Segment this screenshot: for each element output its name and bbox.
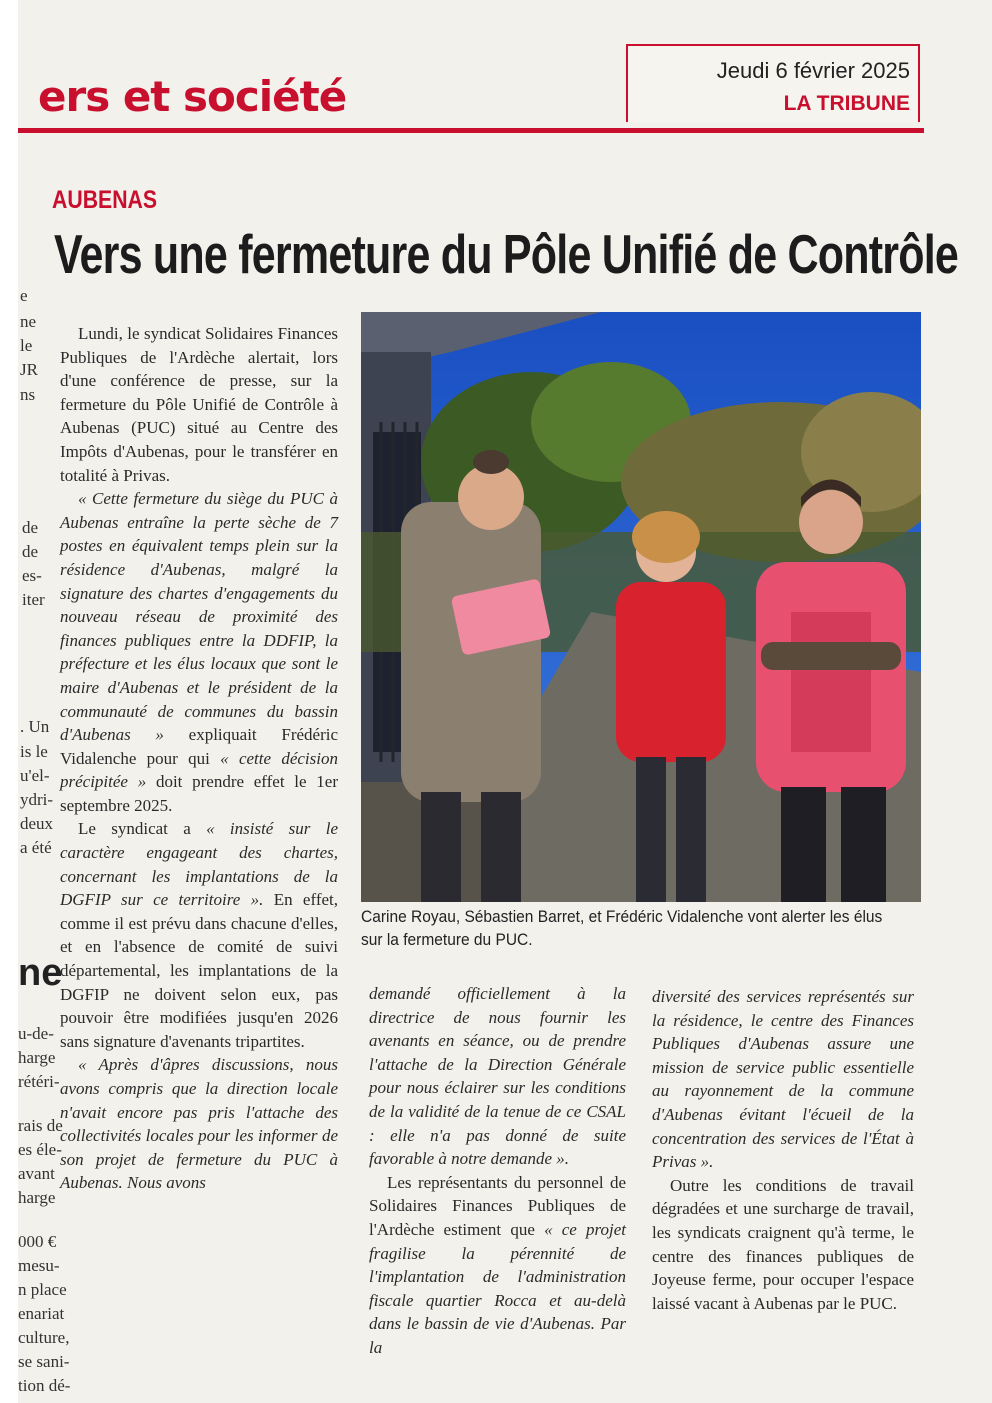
newspaper-name: LA TRIBUNE [783, 92, 910, 115]
fragment-bottom-9: 000 € [18, 1232, 57, 1251]
article-kicker: AUBENAS [52, 186, 158, 214]
paragraph: demandé officiellement à la directrice de nous fournir les avenants en séance, ou de prendre l'attache de la Direction Générale pour nous éclairer sur les conditions de la validité de la tenue de ce CSAL : elle n'a pas donné de suite favorable à notre demande ». [369, 984, 626, 1169]
fragment-mid-1: de [22, 542, 39, 561]
article-headline: Vers une fermeture du Pôle Unifié de Contrôle [54, 223, 959, 285]
fragment-bottom-4: rais de [18, 1116, 63, 1135]
photo-illustration [361, 312, 921, 902]
paragraph: « Après d'âpres discussions, nous avons compris que la direction locale n'avait encore pas pris l'attache des collectivités locales pour les informer de son projet de fermeture du PUC à Aubenas. Nous avons [60, 1055, 338, 1193]
fragment-bottom-13: culture, [18, 1328, 70, 1347]
paragraph: Lundi, le syndicat Solidaires Finances Publiques de l'Ardèche alertait, lors d'une conférence de presse, sur la fermeture du Pôle Unifié de Contrôle à Aubenas (PUC) situé au Centre des Impôts d'Aubenas, pour le transférer en totalité à Privas. [60, 324, 338, 485]
photo-caption: Carine Royau, Sébastien Barret, et Frédéric Vidalenche vont alerter les élus sur la fermeture du PUC. [361, 908, 883, 949]
fragment-lower-3: ydri- [20, 790, 54, 809]
section-title: ers et société [38, 72, 347, 121]
fragment-bottom-5: es éle- [18, 1140, 62, 1159]
fragment-lower-4: deux [20, 814, 54, 833]
fragment-top-1: ne [20, 312, 37, 331]
fragment-top-4: ns [20, 385, 36, 404]
paragraph: Les représentants du personnel de Solidaires Finances Publiques de l'Ardèche estiment que « ce projet fragilise la pérennité de l'implantation de l'administration fiscale quartier Rocca et au-delà dans le bassin de vie d'Aubenas. Par la [369, 1172, 626, 1357]
fragment-bottom-6: avant [18, 1164, 55, 1183]
fragment-top-3: JR [20, 360, 38, 379]
fragment-bottom-1: harge [18, 1048, 56, 1067]
fragment-mid-2: es- [22, 566, 42, 585]
paragraph: diversité des services représentés sur la résidence, le centre des Finances Publiques d'Aubenas assure une mission de service public essentielle au rayonnement de la commune d'Aubenas évitant l'écueil de la concentration des services de l'État à Privas ». [652, 987, 914, 1172]
section-divider [18, 128, 924, 133]
fragment-bottom-14: se sani- [18, 1352, 70, 1371]
fragment-bottom-2: rétéri- [18, 1072, 60, 1091]
fragment-lower-1: is le [20, 742, 48, 761]
fragment-lower-2: u'el- [20, 766, 50, 785]
fragment-bottom-15: tion dé- [18, 1376, 71, 1395]
paragraph: Le syndicat a « insisté sur le caractère engageant des chartes, concernant les implantations de la DGFIP sur ce territoire ». En effet, comme il est prévu dans chacune d'elles, et en l'absence de comité de suivi départemental, les implantations de la DGFIP ne doivent selon eux, pas pouvoir être modifiées jusqu'en 2026 sans signature d'avenants tripartites. [60, 819, 339, 1051]
paragraph: Outre les conditions de travail dégradées et une surcharge de travail, les syndicats craignent qu'à terme, le centre des finances publiques de Joyeuse ferme, pour occuper l'espace laissé vacant à Aubenas par le PUC. [652, 1175, 914, 1313]
fragment-mid-3: iter [22, 590, 45, 609]
article-column-3 [652, 985, 914, 1315]
paragraph: « Cette fermeture du siège du PUC à Aubenas entraîne la perte sèche de 7 postes en équivalent temps plein sur la résidence d'Aubenas, malgré la signature des chartes d'engagements du nouveau réseau de proximité des finances publiques entre la DDFIP, la préfecture et les élus locaux que sont le maire d'Aubenas et le président de la communauté de communes du bassin d'Aubenas » expliquait Frédéric Vidalenche pour qui « cette décision précipitée » doit prendre effet le 1er septembre 2025. [60, 489, 339, 815]
article-photo [361, 312, 921, 902]
fragment-lower-0: . Un [20, 717, 50, 736]
article-column-1 [60, 322, 338, 1195]
fragment-bottom-12: enariat [18, 1304, 65, 1323]
fragment-top-2: le [20, 336, 33, 355]
fragment-bottom-7: harge [18, 1188, 56, 1207]
fragment-bottom-0: u-de- [18, 1024, 54, 1043]
fragment-bottom-11: n place [18, 1280, 67, 1299]
fragment-mid-0: de [22, 518, 39, 537]
fragment-top-0: e [20, 286, 28, 305]
fragment-bottom-10: mesu- [18, 1256, 60, 1275]
masthead-box [626, 44, 920, 122]
issue-date: Jeudi 6 février 2025 [716, 58, 910, 83]
newspaper-page [18, 0, 992, 1403]
article-column-2 [369, 982, 626, 1360]
fragment-headline: ne [18, 952, 63, 994]
fragment-lower-5: a été [20, 838, 52, 857]
